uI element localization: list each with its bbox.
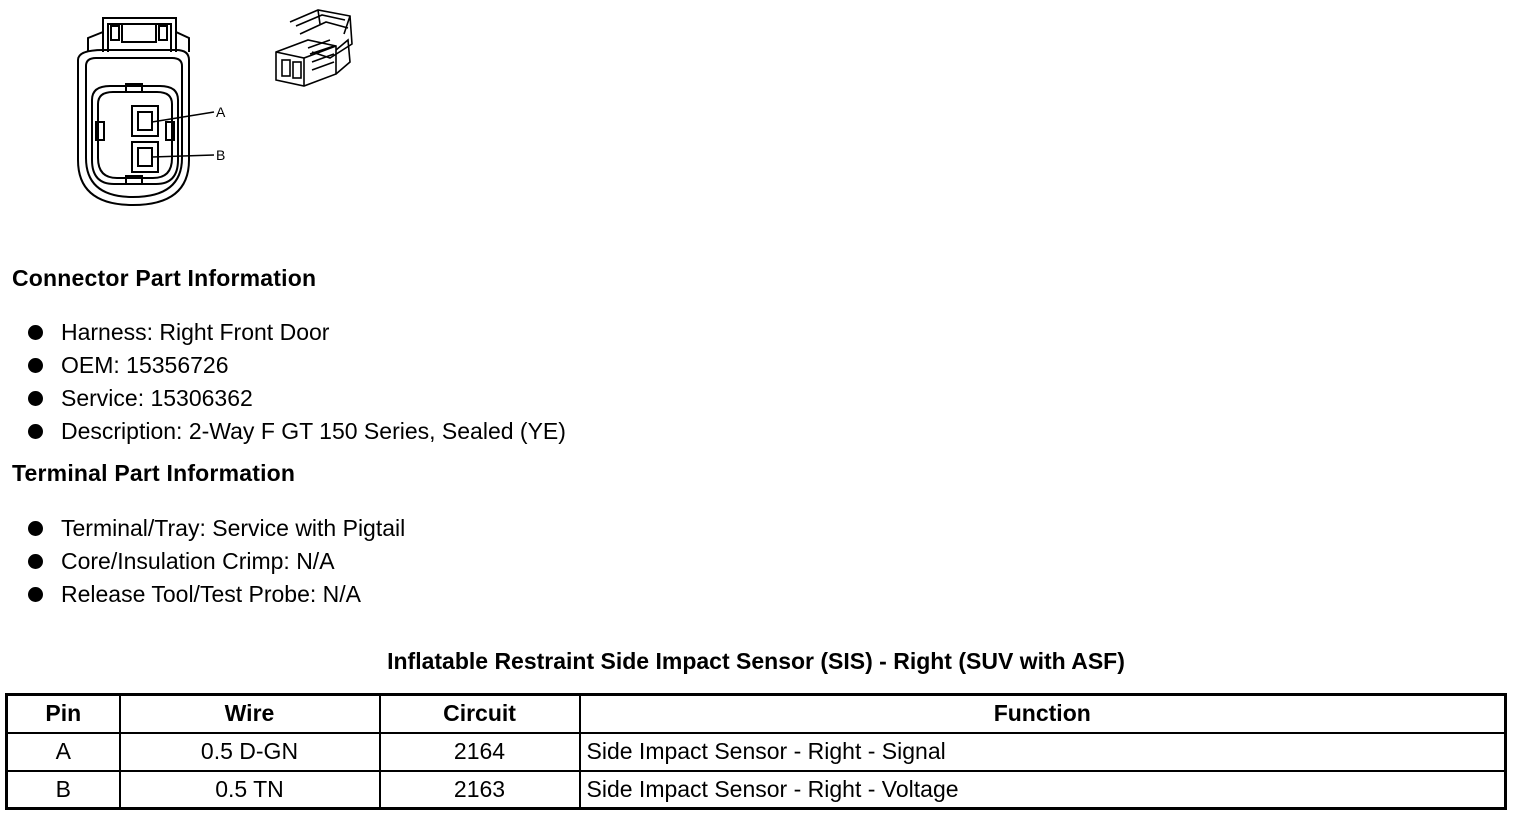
list-item <box>28 512 405 545</box>
connector-info-list <box>28 316 566 448</box>
table-row <box>7 733 1506 771</box>
cell-wire: 0.5 TN <box>120 771 380 809</box>
list-item-text: Description: 2-Way F GT 150 Series, Sealed (YE) <box>61 418 566 444</box>
list-item <box>28 382 566 415</box>
list-item-text: Service: 15306362 <box>61 385 253 411</box>
column-header-pin: Pin <box>7 695 120 733</box>
pinout-table <box>5 693 1507 810</box>
table-header-row <box>7 695 1506 733</box>
list-item-text: Release Tool/Test Probe: N/A <box>61 581 362 607</box>
terminal-info-heading: Terminal Part Information <box>12 460 296 486</box>
pinout-table-title: Inflatable Restraint Side Impact Sensor (SIS) - Right (SUV with ASF) <box>387 648 1125 674</box>
bullet-icon <box>28 554 43 569</box>
list-item-text: OEM: 15356726 <box>61 352 229 378</box>
bullet-icon <box>28 587 43 602</box>
column-header-circuit: Circuit <box>380 695 580 733</box>
list-item-text: Terminal/Tray: Service with Pigtail <box>61 515 406 541</box>
list-item-text: Harness: Right Front Door <box>61 319 330 345</box>
pin-label-a: A <box>216 104 226 120</box>
list-item-text: Core/Insulation Crimp: N/A <box>61 548 335 574</box>
terminal-info-list <box>28 512 405 611</box>
bullet-icon <box>28 521 43 536</box>
connector-face-view <box>78 18 214 205</box>
cell-function: Side Impact Sensor - Right - Signal <box>580 733 1506 771</box>
cell-circuit: 2164 <box>380 733 580 771</box>
list-item <box>28 415 566 448</box>
connector-isometric-view <box>276 10 352 86</box>
cell-wire: 0.5 D-GN <box>120 733 380 771</box>
cell-pin: A <box>7 733 120 771</box>
column-header-wire: Wire <box>120 695 380 733</box>
bullet-icon <box>28 358 43 373</box>
list-item <box>28 316 566 349</box>
cell-circuit: 2163 <box>380 771 580 809</box>
connector-info-heading: Connector Part Information <box>12 265 317 291</box>
bullet-icon <box>28 424 43 439</box>
bullet-icon <box>28 391 43 406</box>
connector-illustration <box>0 0 380 215</box>
cell-function: Side Impact Sensor - Right - Voltage <box>580 771 1506 809</box>
list-item <box>28 545 405 578</box>
pin-label-b: B <box>216 147 226 163</box>
bullet-icon <box>28 325 43 340</box>
column-header-function: Function <box>580 695 1506 733</box>
list-item <box>28 578 405 611</box>
table-row <box>7 771 1506 809</box>
list-item <box>28 349 566 382</box>
cell-pin: B <box>7 771 120 809</box>
